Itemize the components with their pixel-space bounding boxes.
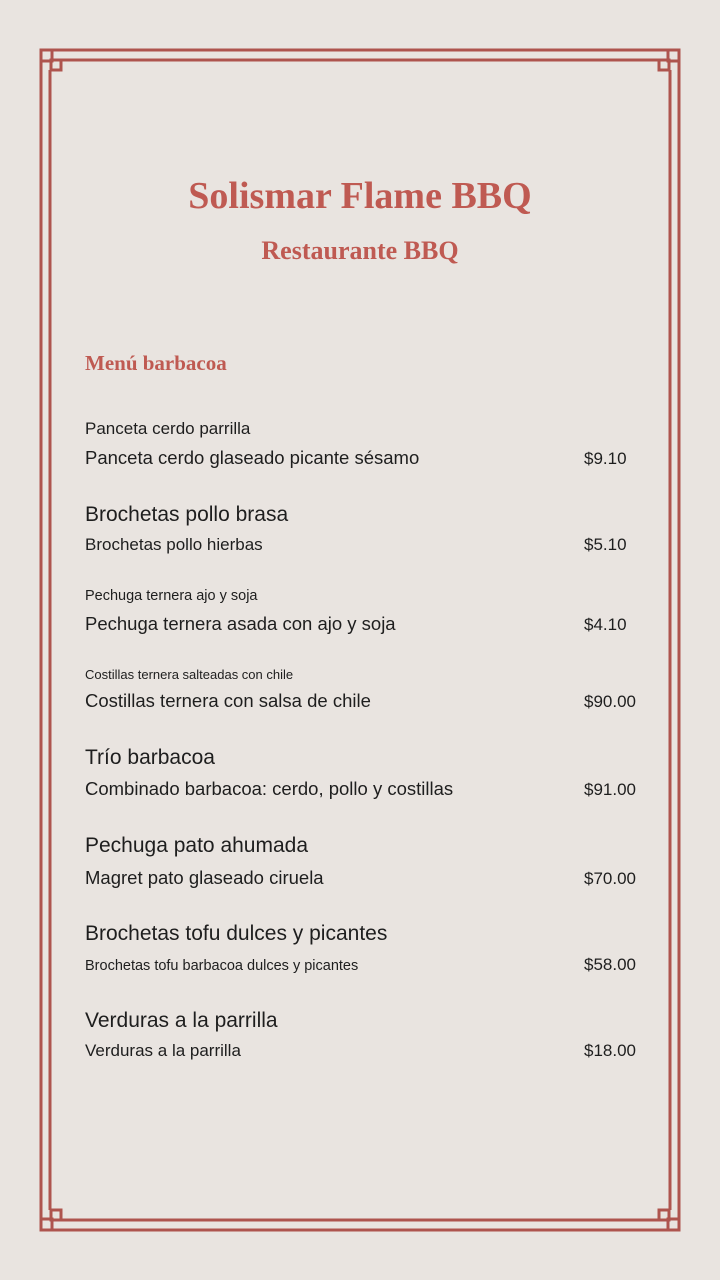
- item-row: [85, 776, 644, 802]
- item-price: $58.00: [584, 954, 636, 974]
- item-price: $91.00: [584, 780, 636, 800]
- item-description: Brochetas tofu barbacoa dulces y picantes: [85, 957, 359, 974]
- menu-item: [85, 587, 644, 636]
- item-name: Verduras a la parrilla: [85, 1008, 278, 1032]
- menu-content: [85, 351, 644, 1063]
- item-name: Brochetas tofu dulces y picantes: [85, 922, 388, 946]
- item-price: $18.00: [584, 1040, 636, 1060]
- item-name: Panceta cerdo parrilla: [85, 419, 251, 439]
- restaurant-subtitle: Restaurante BBQ: [261, 235, 459, 265]
- item-row: [85, 865, 644, 891]
- restaurant-title: Solismar Flame BBQ: [188, 175, 532, 217]
- item-price: $5.10: [584, 535, 627, 555]
- menu-item: [85, 920, 644, 976]
- item-description: Magret pato glaseado ciruela: [85, 866, 324, 888]
- item-name: Pechuga ternera ajo y soja: [85, 588, 258, 605]
- item-price: $4.10: [584, 614, 627, 634]
- menu-header: [0, 0, 720, 266]
- item-price: $90.00: [584, 692, 636, 712]
- item-price: $9.10: [584, 449, 627, 468]
- corner-ornament-bottom-left: [41, 1210, 61, 1230]
- item-name: Costillas ternera salteadas con chile: [85, 667, 294, 683]
- menu-item: [85, 501, 644, 557]
- section-heading: Menú barbacoa: [85, 350, 227, 375]
- menu-item: [85, 418, 644, 471]
- item-row: [85, 611, 644, 637]
- item-row: [85, 533, 644, 557]
- item-row: [85, 1039, 644, 1063]
- item-row: [85, 953, 644, 977]
- item-name: Trío barbacoa: [85, 745, 215, 769]
- menu-item: [85, 1007, 644, 1063]
- menu-item: [85, 832, 644, 890]
- item-row: [85, 688, 644, 714]
- item-price: $70.00: [584, 868, 636, 888]
- item-description: Costillas ternera con salsa de chile: [85, 690, 371, 712]
- item-row: [85, 445, 644, 471]
- menu-item: [85, 744, 644, 802]
- item-description: Verduras a la parrilla: [85, 1040, 241, 1060]
- item-description: Pechuga ternera asada con ajo y soja: [85, 612, 396, 634]
- item-description: Brochetas pollo hierbas: [85, 535, 263, 555]
- item-description: Panceta cerdo glaseado picante sésamo: [85, 447, 420, 468]
- corner-ornament-bottom-right: [659, 1210, 679, 1230]
- menu-items: [85, 418, 644, 1063]
- item-name: Pechuga pato ahumada: [85, 834, 309, 858]
- item-description: Combinado barbacoa: cerdo, pollo y costillas: [85, 778, 454, 800]
- item-name: Brochetas pollo brasa: [85, 502, 289, 526]
- menu-item: [85, 666, 644, 713]
